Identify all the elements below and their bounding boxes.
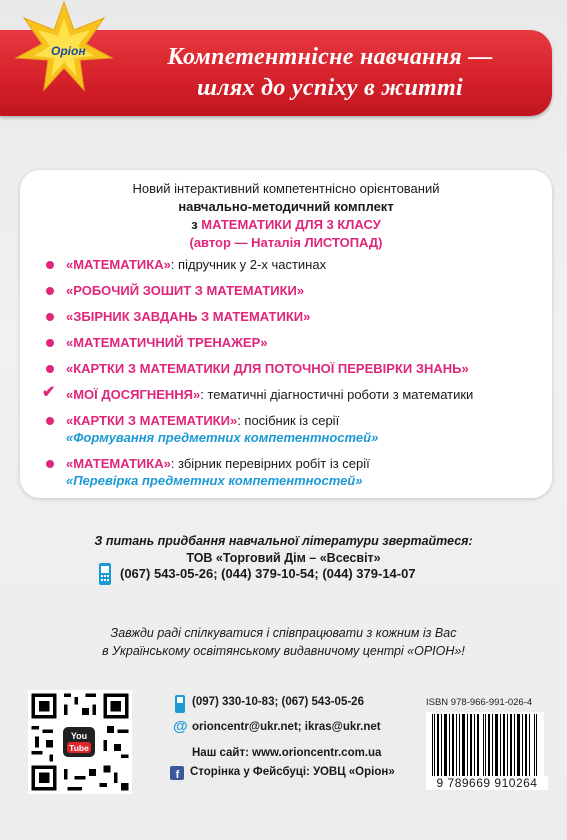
item-title: «МАТЕМАТИЧНИЙ ТРЕНАЖЕР» (66, 335, 268, 350)
svg-text:f: f (175, 769, 180, 780)
product-card (20, 170, 552, 498)
bullet-icon (46, 339, 54, 347)
invite-line-1: Завжди раді спілкуватися і співпрацювати з кожним із Вас (110, 626, 457, 640)
at-sign-icon: @ (173, 718, 188, 735)
item-series: «Перевірка предметних компетентностей» (66, 473, 363, 488)
contact-company: ТОВ «Торговий Дім – «Всесвіт» (186, 551, 381, 565)
item-series: «Формування предметних компетентностей» (66, 430, 379, 445)
list-item (42, 412, 542, 446)
list-item (42, 256, 542, 273)
item-desc: : посібник із серії (237, 413, 340, 428)
intro-prefix: з (191, 217, 202, 232)
bullet-icon (46, 460, 54, 468)
list-item (42, 308, 542, 325)
intro-line-2: навчально-методичний комплект (178, 199, 394, 214)
bullet-icon (46, 287, 54, 295)
youtube-badge (62, 726, 96, 758)
barcode-number: 9 789669 910264 (426, 776, 548, 790)
youtube-icon (62, 726, 96, 758)
slogan-line-1: Компетентнісне навчання — (167, 44, 493, 70)
facebook-icon (170, 766, 184, 780)
bullet-icon (46, 261, 54, 269)
contact-phones: (067) 543-05-26; (044) 379-10-54; (044) 379-14-07 (120, 566, 416, 581)
orion-logo (14, 0, 114, 92)
invite-line-2: в Українському освітянському видавничому центрі «ОРІОН»! (102, 644, 465, 658)
bullet-icon (46, 365, 54, 373)
list-item (42, 455, 542, 489)
list-item (42, 282, 542, 299)
purchase-contact (0, 533, 567, 567)
intro-line-3 (20, 216, 552, 234)
barcode (426, 712, 544, 780)
brand-name: Оріон (51, 44, 86, 58)
bottom-phones: (097) 330-10-83; (067) 543-05-26 (192, 696, 364, 708)
svg-text:Tube: Tube (69, 743, 89, 753)
item-title: «КАРТКИ З МАТЕМАТИКИ» (66, 413, 238, 428)
contact-line-1: З питань придбання навчальної літератури звертайтеся: (94, 534, 473, 548)
intro-subject: МАТЕМАТИКИ ДЛЯ 3 КЛАСУ (201, 217, 381, 232)
bullet-icon (46, 417, 54, 425)
item-title: «МАТЕМАТИКА» (66, 456, 171, 471)
item-desc: : підручник у 2-х частинах (170, 257, 327, 272)
item-title: «КАРТКИ З МАТЕМАТИКИ ДЛЯ ПОТОЧНОЇ ПЕРЕВІРКИ ЗНАНЬ» (66, 361, 469, 376)
list-item (42, 360, 542, 377)
item-title: «МОЇ ДОСЯГНЕННЯ» (66, 387, 201, 402)
intro-line-1: Новий інтерактивний компетентнісно орієнтований (132, 181, 440, 196)
facebook-page[interactable]: Сторінка у Фейсбуці: УОВЦ «Оріон» (190, 766, 395, 778)
bullet-icon (46, 313, 54, 321)
product-list (42, 256, 542, 498)
list-item (42, 334, 542, 351)
item-title: «РОБОЧИЙ ЗОШИТ З МАТЕМАТИКИ» (66, 283, 305, 298)
mobile-phone-icon (174, 694, 186, 714)
invitation-text (0, 624, 567, 660)
mobile-phone-icon (98, 562, 112, 586)
item-title: «МАТЕМАТИКА» (66, 257, 171, 272)
svg-text:You: You (70, 731, 88, 741)
slogan (120, 42, 540, 104)
bottom-emails: orioncentr@ukr.net; ikras@ukr.net (192, 721, 381, 733)
item-desc: : тематичні діагностичні роботи з математики (200, 387, 474, 402)
website[interactable]: Наш сайт: www.orioncentr.com.ua (192, 747, 382, 759)
isbn: ISBN 978-966-991-026-4 (426, 697, 533, 708)
item-desc: : збірник перевірних робіт із серії (170, 456, 370, 471)
list-item (42, 386, 542, 403)
intro-author: (автор — Наталія ЛИСТОПАД) (189, 235, 383, 250)
slogan-line-2: шлях до успіху в житті (196, 75, 464, 101)
checkmark-icon: ✔ (42, 384, 56, 401)
item-title: «ЗБІРНИК ЗАВДАНЬ З МАТЕМАТИКИ» (66, 309, 311, 324)
card-intro (20, 180, 552, 252)
